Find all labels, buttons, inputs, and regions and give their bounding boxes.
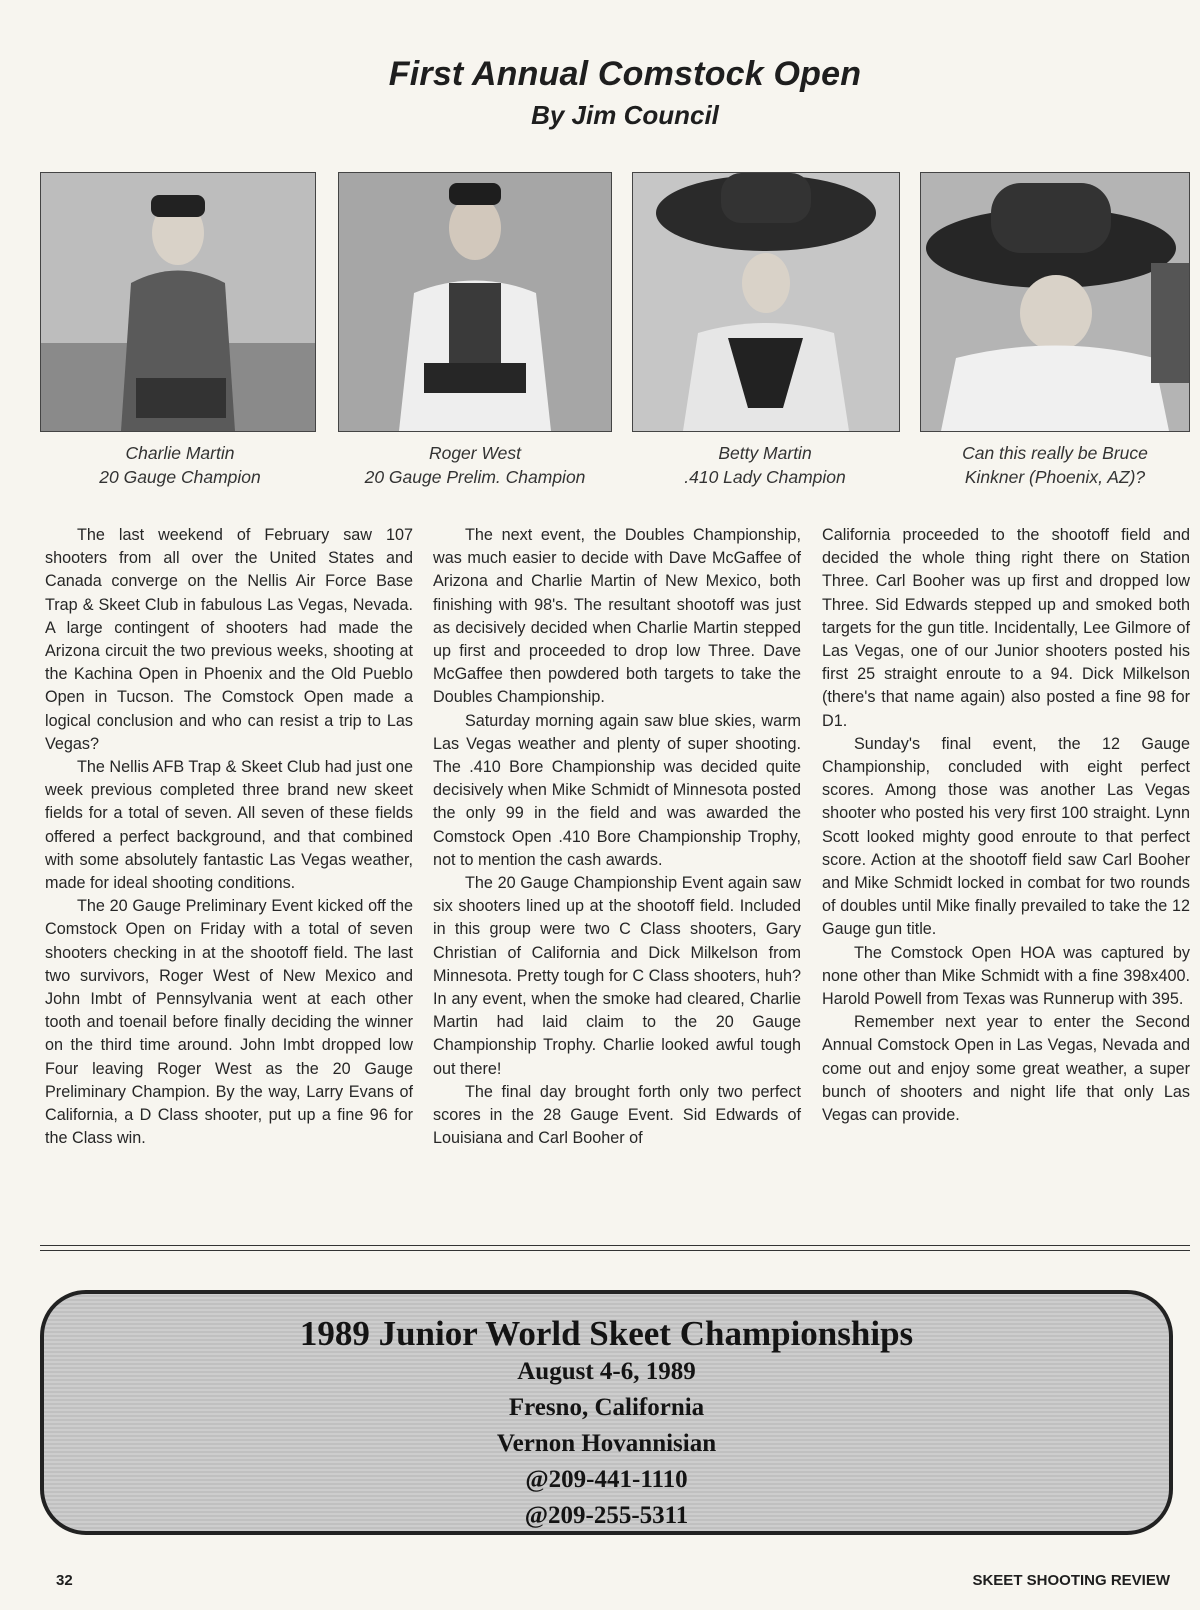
- paragraph: Remember next year to enter the Second Annual Comstock Open in Las Vegas, Nevada and come out and enjoy some great weather, a super bunch of shooters and night life that only Las Vegas can provide.: [822, 1013, 1190, 1125]
- ad-box: [40, 1290, 1173, 1535]
- caption-name: Can this really be Bruce: [962, 443, 1148, 463]
- photo-betty-martin: [632, 172, 900, 432]
- caption-1: [35, 441, 325, 489]
- caption-title: 20 Gauge Champion: [99, 467, 261, 487]
- ad-title: 1989 Junior World Skeet Championships: [299, 1314, 914, 1353]
- paragraph: The Nellis AFB Trap & Skeet Club had just one week previous completed three brand new skeet fields for a total of seven. All seven of these fields offered a perfect background, and that combined with some absolutely fantastic Las Vegas weather, made for ideal shooting conditions.: [45, 758, 413, 893]
- photo-charlie-martin: [40, 172, 316, 432]
- article-title: First Annual Comstock Open: [388, 55, 862, 93]
- caption-name: Charlie Martin: [125, 443, 235, 463]
- page-number: 32: [56, 1572, 73, 1589]
- paragraph: California proceeded to the shootoff field and decided the whole thing right there on Station Three. Carl Booher was up first and dropped low Three. Sid Edwards stepped up and smoked both targets for the gun title. Incidentally, Lee Gilmore of Las Vegas, one of our Junior shooters posted his first 25 straight enroute to a 94. Dick Milkelson (there's that name again) also posted a fine 98 for D1.: [822, 526, 1190, 730]
- paragraph: The last weekend of February saw 107 shooters from all over the United States and Canada converge on the Nellis Air Force Base Trap & Skeet Club in fabulous Las Vegas, Nevada. A large contingent of shooters had made the Arizona circuit the two previous weeks, shooting at the Kachina Open in Phoenix and the Old Pueblo Open in Tucson. The Comstock Open made a logical conclusion and who can resist a trip to Las Vegas?: [45, 526, 413, 753]
- caption-name: Betty Martin: [718, 443, 812, 463]
- article-column-2: [433, 524, 801, 1150]
- divider-rule: [40, 1245, 1190, 1246]
- ad-phone-1: @209-441-1110: [525, 1466, 688, 1493]
- paragraph: Sunday's final event, the 12 Gauge Championship, concluded with eight perfect scores. Among those was another Las Vegas shooter who posted his very first 100 straight. Lynn Scott looked mighty good enroute to that perfect score. Action at the shootoff field saw Carl Booher and Mike Schmidt locked in combat for two rounds of doubles until Mike finally prevailed to take the 12 Gauge gun title.: [822, 734, 1190, 939]
- paragraph: Saturday morning again saw blue skies, warm Las Vegas weather and plenty of super shooting. The .410 Bore Championship was decided quite decisively when Mike Schmidt of Minnesota posted the only 99 in the field and was awarded the Comstock Open .410 Bore Championship Trophy, not to mention the cash awards.: [433, 711, 801, 869]
- paragraph: The next event, the Doubles Championship, was much easier to decide with Dave McGaffee of Arizona and Charlie Martin of New Mexico, both finishing with 98's. The resultant shootoff was just as decisively decided when Charlie Martin stepped up first and proceeded to drop low Three. Dave McGaffee then powdered both targets to take the Doubles Championship.: [433, 526, 801, 707]
- photo-roger-west: [338, 172, 612, 432]
- ad-phone-2: @209-255-5311: [524, 1502, 689, 1529]
- ad-location: Fresno, California: [508, 1394, 705, 1421]
- article-column-3: [822, 524, 1190, 1127]
- photo-bruce-kinkner: [920, 172, 1190, 432]
- caption-2: [330, 441, 620, 489]
- caption-name: Roger West: [428, 443, 522, 463]
- paragraph: The 20 Gauge Championship Event again saw six shooters lined up at the shootoff field. Included in this group were two C Class shooters, Gary Christian of California and Dick Milkelson from Minnesota. Pretty tough for C Class shooters, huh? In any event, when the smoke had cleared, Charlie Martin had laid claim to the 20 Gauge Championship Trophy. Charlie looked awful tough out there!: [433, 874, 801, 1078]
- article-byline: By Jim Council: [531, 100, 719, 130]
- caption-title: 20 Gauge Prelim. Champion: [364, 467, 586, 487]
- caption-title: .410 Lady Champion: [684, 467, 846, 487]
- ad-contact-name: Vernon Hovannisian: [496, 1430, 717, 1457]
- publication-name: SKEET SHOOTING REVIEW: [972, 1572, 1170, 1589]
- caption-4: [910, 441, 1200, 489]
- article-column-1: [45, 524, 413, 1150]
- ad-dates: August 4-6, 1989: [517, 1358, 696, 1385]
- divider-rule: [40, 1250, 1190, 1251]
- paragraph: The Comstock Open HOA was captured by none other than Mike Schmidt with a fine 398x400. Harold Powell from Texas was Runnerup with 395.: [822, 943, 1190, 1009]
- caption-title: Kinkner (Phoenix, AZ)?: [964, 467, 1146, 487]
- paragraph: The final day brought forth only two perfect scores in the 28 Gauge Event. Sid Edwards of Louisiana and Carl Booher of: [433, 1082, 801, 1148]
- caption-3: [620, 441, 910, 489]
- paragraph: The 20 Gauge Preliminary Event kicked off the Comstock Open on Friday with a total of seven shooters checking in at the shootoff field. The last two survivors, Roger West of New Mexico and John Imbt of Pennsylvania went at each other tooth and toenail before finally deciding the winner on the third time around. John Imbt dropped low Four leaving Roger West as the 20 Gauge Preliminary Champion. By the way, Larry Evans of California, a D Class shooter, put up a fine 96 for the Class win.: [45, 897, 413, 1148]
